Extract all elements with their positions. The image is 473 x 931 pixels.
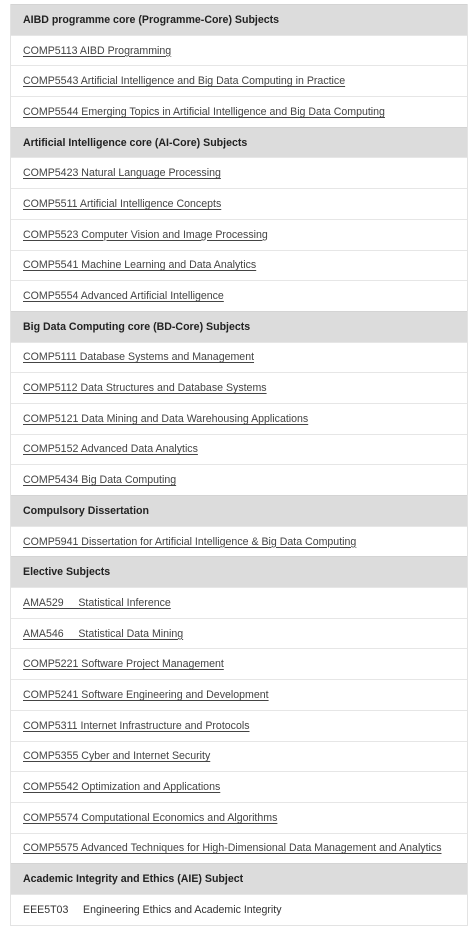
subject-link-comp5523[interactable]: COMP5523 Computer Vision and Image Processing (23, 228, 268, 241)
subject-row (11, 96, 467, 127)
subject-row (11, 35, 467, 66)
subject-row (11, 65, 467, 96)
subject-link-comp5311[interactable]: COMP5311 Internet Infrastructure and Protocols (23, 719, 250, 732)
subject-link-comp5113[interactable]: COMP5113 AIBD Programming (23, 44, 172, 57)
section-title: Artificial Intelligence core (AI-Core) Subjects (23, 136, 248, 149)
subject-label-eee5t03: EEE5T03 Engineering Ethics and Academic Integrity (23, 903, 282, 916)
subject-link-comp5434[interactable]: COMP5434 Big Data Computing (23, 474, 177, 487)
subject-link-comp5543[interactable]: COMP5543 Artificial Intelligence and Big Data Computing in Practice (23, 75, 346, 88)
subject-row (11, 526, 467, 557)
subject-link-comp5221[interactable]: COMP5221 Software Project Management (23, 658, 224, 671)
subject-row (11, 403, 467, 434)
subject-link-comp5554[interactable]: COMP5554 Advanced Artificial Intelligence (23, 290, 224, 303)
subject-row (11, 618, 467, 649)
subject-link-comp5111[interactable]: COMP5111 Database Systems and Management (23, 351, 255, 364)
subject-row (11, 587, 467, 618)
subject-row (11, 342, 467, 373)
subject-row (11, 372, 467, 403)
subject-link-comp5112[interactable]: COMP5112 Data Structures and Database Systems (23, 382, 267, 395)
section-title: Academic Integrity and Ethics (AIE) Subject (23, 873, 244, 886)
subject-row (11, 894, 467, 925)
subject-link-comp5542[interactable]: COMP5542 Optimization and Applications (23, 781, 221, 794)
section-title: Big Data Computing core (BD-Core) Subjects (23, 320, 251, 333)
subject-row (11, 434, 467, 465)
subject-link-comp5355[interactable]: COMP5355 Cyber and Internet Security (23, 750, 211, 763)
subject-link-comp5423[interactable]: COMP5423 Natural Language Processing (23, 167, 221, 180)
subject-row (11, 679, 467, 710)
subject-link-comp5941[interactable]: COMP5941 Dissertation for Artificial Intelligence & Big Data Computing (23, 535, 357, 548)
section-header-ai-core (11, 127, 467, 158)
subject-row (11, 802, 467, 833)
subject-row (11, 280, 467, 311)
section-title: AIBD programme core (Programme-Core) Subjects (23, 13, 280, 26)
subject-link-comp5152[interactable]: COMP5152 Advanced Data Analytics (23, 443, 198, 456)
subject-row (11, 741, 467, 772)
subject-row (11, 833, 467, 864)
subject-row (11, 157, 467, 188)
section-title: Compulsory Dissertation (23, 504, 149, 517)
section-title: Elective Subjects (23, 566, 111, 579)
section-header-aie (11, 863, 467, 894)
section-header-bd-core (11, 311, 467, 342)
subject-link-comp5511[interactable]: COMP5511 Artificial Intelligence Concepts (23, 197, 222, 210)
section-header-elective (11, 556, 467, 587)
section-header-programme-core (11, 4, 467, 35)
subject-link-comp5241[interactable]: COMP5241 Software Engineering and Development (23, 688, 269, 701)
subject-link-comp5575[interactable]: COMP5575 Advanced Techniques for High-Dimensional Data Management and Analytics (23, 842, 442, 855)
subject-row (11, 710, 467, 741)
subject-link-ama529[interactable]: AMA529 Statistical Inference (23, 596, 171, 609)
subject-row (11, 250, 467, 281)
subject-row (11, 188, 467, 219)
subject-link-comp5541[interactable]: COMP5541 Machine Learning and Data Analytics (23, 259, 257, 272)
subject-link-ama546[interactable]: AMA546 Statistical Data Mining (23, 627, 184, 640)
subject-row (11, 464, 467, 495)
subject-row (11, 648, 467, 679)
subject-link-comp5121[interactable]: COMP5121 Data Mining and Data Warehousing Applications (23, 412, 309, 425)
subject-link-comp5574[interactable]: COMP5574 Computational Economics and Algorithms (23, 811, 278, 824)
section-header-dissertation (11, 495, 467, 526)
subjects-table (10, 4, 468, 926)
subject-row (11, 219, 467, 250)
subject-row (11, 771, 467, 802)
subject-link-comp5544[interactable]: COMP5544 Emerging Topics in Artificial Intelligence and Big Data Computing (23, 105, 385, 118)
